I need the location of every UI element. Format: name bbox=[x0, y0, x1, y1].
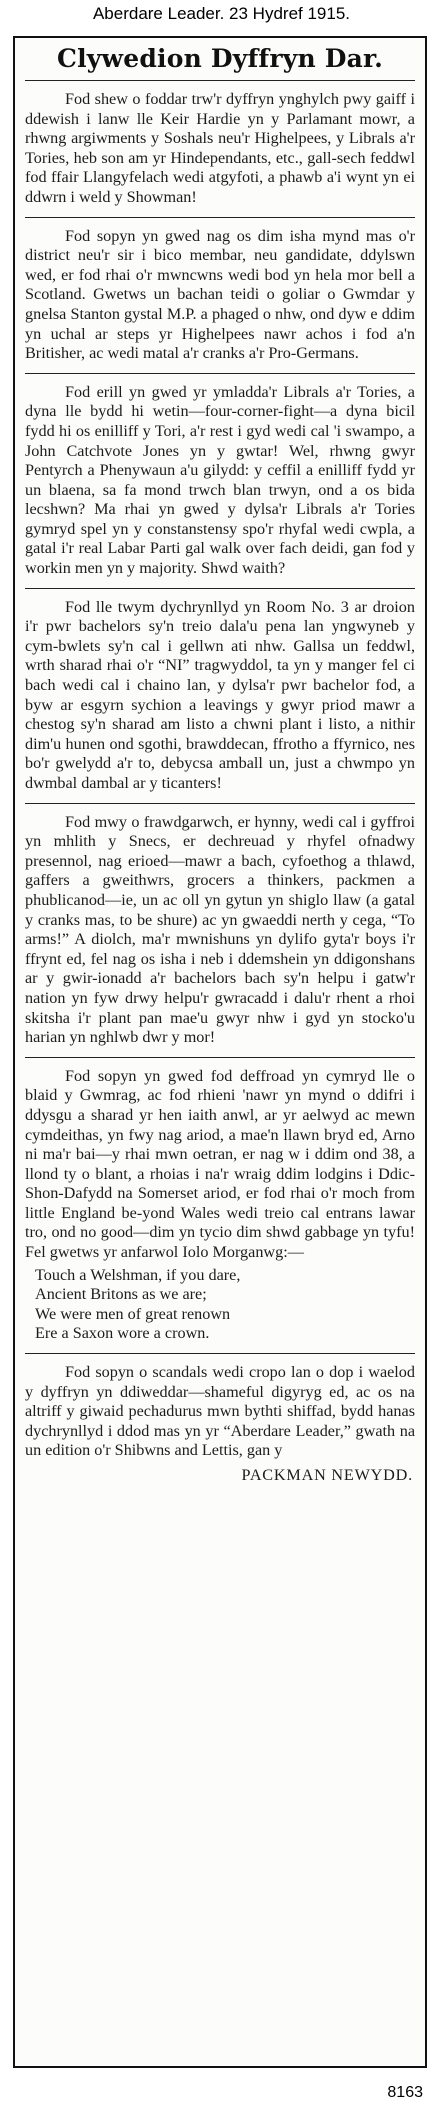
newspaper-clipping bbox=[13, 36, 427, 2068]
paragraph-text: Fod sopyn yn gwed nag os dim isha mynd mas o'r district neu'r sir i bico membar, neu gandidate, ddylswn wed, er fod rhai o'r mwncwns wedi bod yn hela mor bell a Scotland. Gwetws un bachan teidi o goliar o Gwmdar y gnelsa Stanton gystal M.P. a phaged o nhw, ond dyw e ddim yn uchal ar steps yr Highelpees nawr achos i fod a'n Britisher, ac wedi matal a'r cranks a'r Pro-Germans. bbox=[25, 226, 415, 363]
headline: Clywedion Dyffryn Dar. bbox=[56, 44, 384, 73]
section-divider bbox=[25, 588, 415, 589]
source-caption: Aberdare Leader. 23 Hydref 1915. bbox=[92, 4, 351, 23]
article-paragraph bbox=[25, 90, 415, 208]
poem-line: Touch a Welshman, if you dare, bbox=[35, 1265, 241, 1284]
paragraph-text: Fod mwy o frawdgarwch, er hynny, wedi cal i gyffroi yn mhlith y Snecs, er dechreuad y rhyfel ofnadwy presennol, nag erioed—mawr a bach, cyfoethog a thlawd, gaffers a gweithwrs, grocers a thinkers, packmen a phublicanod—ie, un ac oll yn gytun yn shiglo llaw (a gatal y cranks mas, to be shure) ac yn gwaeddi nerth y cega, “To arms!” A diolch, ma'r mwnishuns yn dylifo gyta'r boys i'r ffrynt ed, fel nag os isha i neb i ddemshein yn ddigonshans ar y gwir-ionadd a'r bachelors bach sy'n helpu i gatw'r nation yn fyw drwy helpu'r gwracadd i dalu'r rhent a rhoi skitsha i'r plant pan mae'u gwyr nhw i gyd yn stocko'u harian yn nghlwb dwr y mor! bbox=[25, 812, 415, 1047]
paragraph-text: Fod sopyn o scandals wedi cropo lan o dop i waelod y dyffryn yn ddiweddar—shameful digyryg ed, ac os na altriff y giwaid pechadurus mwn bythti shiffad, bydd hanas dychrynllyd i ddod mas yn yr “Aberdare Leader,” gwath na un edition o'r Shibwns and Lettis, gan y bbox=[25, 1363, 415, 1460]
section-divider bbox=[25, 1353, 415, 1354]
section-divider bbox=[25, 217, 415, 218]
author-signature: PACKMAN NEWYDD. bbox=[241, 1466, 413, 1484]
section-divider bbox=[25, 373, 415, 374]
section-divider bbox=[25, 80, 415, 81]
article-paragraph bbox=[25, 1067, 415, 1263]
paragraph-text: Fod erill yn gwed yr ymladda'r Librals a'r Tories, a dyna lle bydd hi wetin—four-corner-fight—a dyna bicil fydd hi os enilliff y Tori, a'r rest i gyd wedi cal 'i swampo, a John Catchvote Jones yn y gwtar! Wel, rhwng gwyr Pentyrch a Phenywaun a'u gilydd: y ceffil a enilliff fydd yr un blaena, sa fa mond trwch blan trwyn, ond a os bida lecshwn? Ma rhai yn gwed y dylsa'r Librals a'r Tories gymryd spel yn y constanstensy spo'r rhyfal wedi cwpla, a gatal i'r real Labar Parti gal walk over fach deidi, gan fod y workin men yn y majority. Shwd waith? bbox=[25, 382, 415, 578]
article-paragraph bbox=[25, 1363, 415, 1461]
article-paragraph bbox=[25, 598, 415, 794]
poem-quote bbox=[25, 1266, 415, 1344]
section-divider bbox=[25, 1057, 415, 1058]
poem-line: Ancient Britons as we are; bbox=[35, 1285, 207, 1304]
paragraph-text: Fod lle twym dychrynllyd yn Room No. 3 ar droion i'r pwr bachelors sy'n treio dala'u pena lan yngwyneb y cym-bwlets sy'n cal i gellwn ati nhw. Gallsa un feddwl, wrth sharad rhai o'r “NI” tragwyddol, ta yn y manger fel ci bach wedi cal i chaino lan, y dylsa'r pwr bachelor fod, a byw ar esgyrn sychion a leavings y gwyr priod mawr a chestog sy'n sharad am listo a chwni plant i listo, a nithir dim'u hunen ond sgothi, brawddecan, ffrotho a ffyrnico, nes bo'r gwelydd a'r to, debycsa amball un, just a chwmpo yn dwmbal dambal ar y ticanters! bbox=[25, 597, 415, 792]
poem-line: Ere a Saxon wore a crown. bbox=[35, 1324, 210, 1343]
article-paragraph bbox=[25, 227, 415, 364]
paragraph-text: Fod sopyn yn gwed fod deffroad yn cymryd lle o blaid y Gwmrag, ac fod rhieni 'nawr yn mynd o ddifri i ddysgu a sharad yr hen iaith anwl, ar yr aelwyd ac mewn cymdeithas, yn fwy nag ariod, a mae'n llawn bryd ed, Arno ni ma'r bai—y rhai mwn oetran, er nag w i ddim ond 38, a llond ty o blant, a rhoias i na'r wraig ddim lodgins i Ddic-Shon-Dafydd na Somerset ariod, er fod rhai o'r moch from little England be-yond Wales wedi treio cal entrans lawar tro, ond no good—dim yn tycio dim shwd gabbage yn tyfu! Fel gwetws yr anfarwol Iolo Morganwg:— bbox=[25, 1066, 415, 1262]
article-paragraph bbox=[25, 383, 415, 579]
section-divider bbox=[25, 803, 415, 804]
paragraph-text: Fod shew o foddar trw'r dyffryn ynghylch pwy gaiff i ddewish i lanw lle Keir Hardie yn y Parlamant mowr, a rhwng argiwments y Soshals neu'r Highelpees, y Librals a'r Tories, heb son am yr Hindependants, etc., gall-sech feddwl fod ffair Llangyfelach wedi atgyfoti, a phawb a'i wynt yn ei ddwrn i weld y Showman! bbox=[25, 90, 415, 206]
plate-number: 8163 bbox=[387, 2084, 423, 2101]
article-paragraph bbox=[25, 813, 415, 1048]
poem-line: We were men of great renown bbox=[35, 1304, 231, 1323]
